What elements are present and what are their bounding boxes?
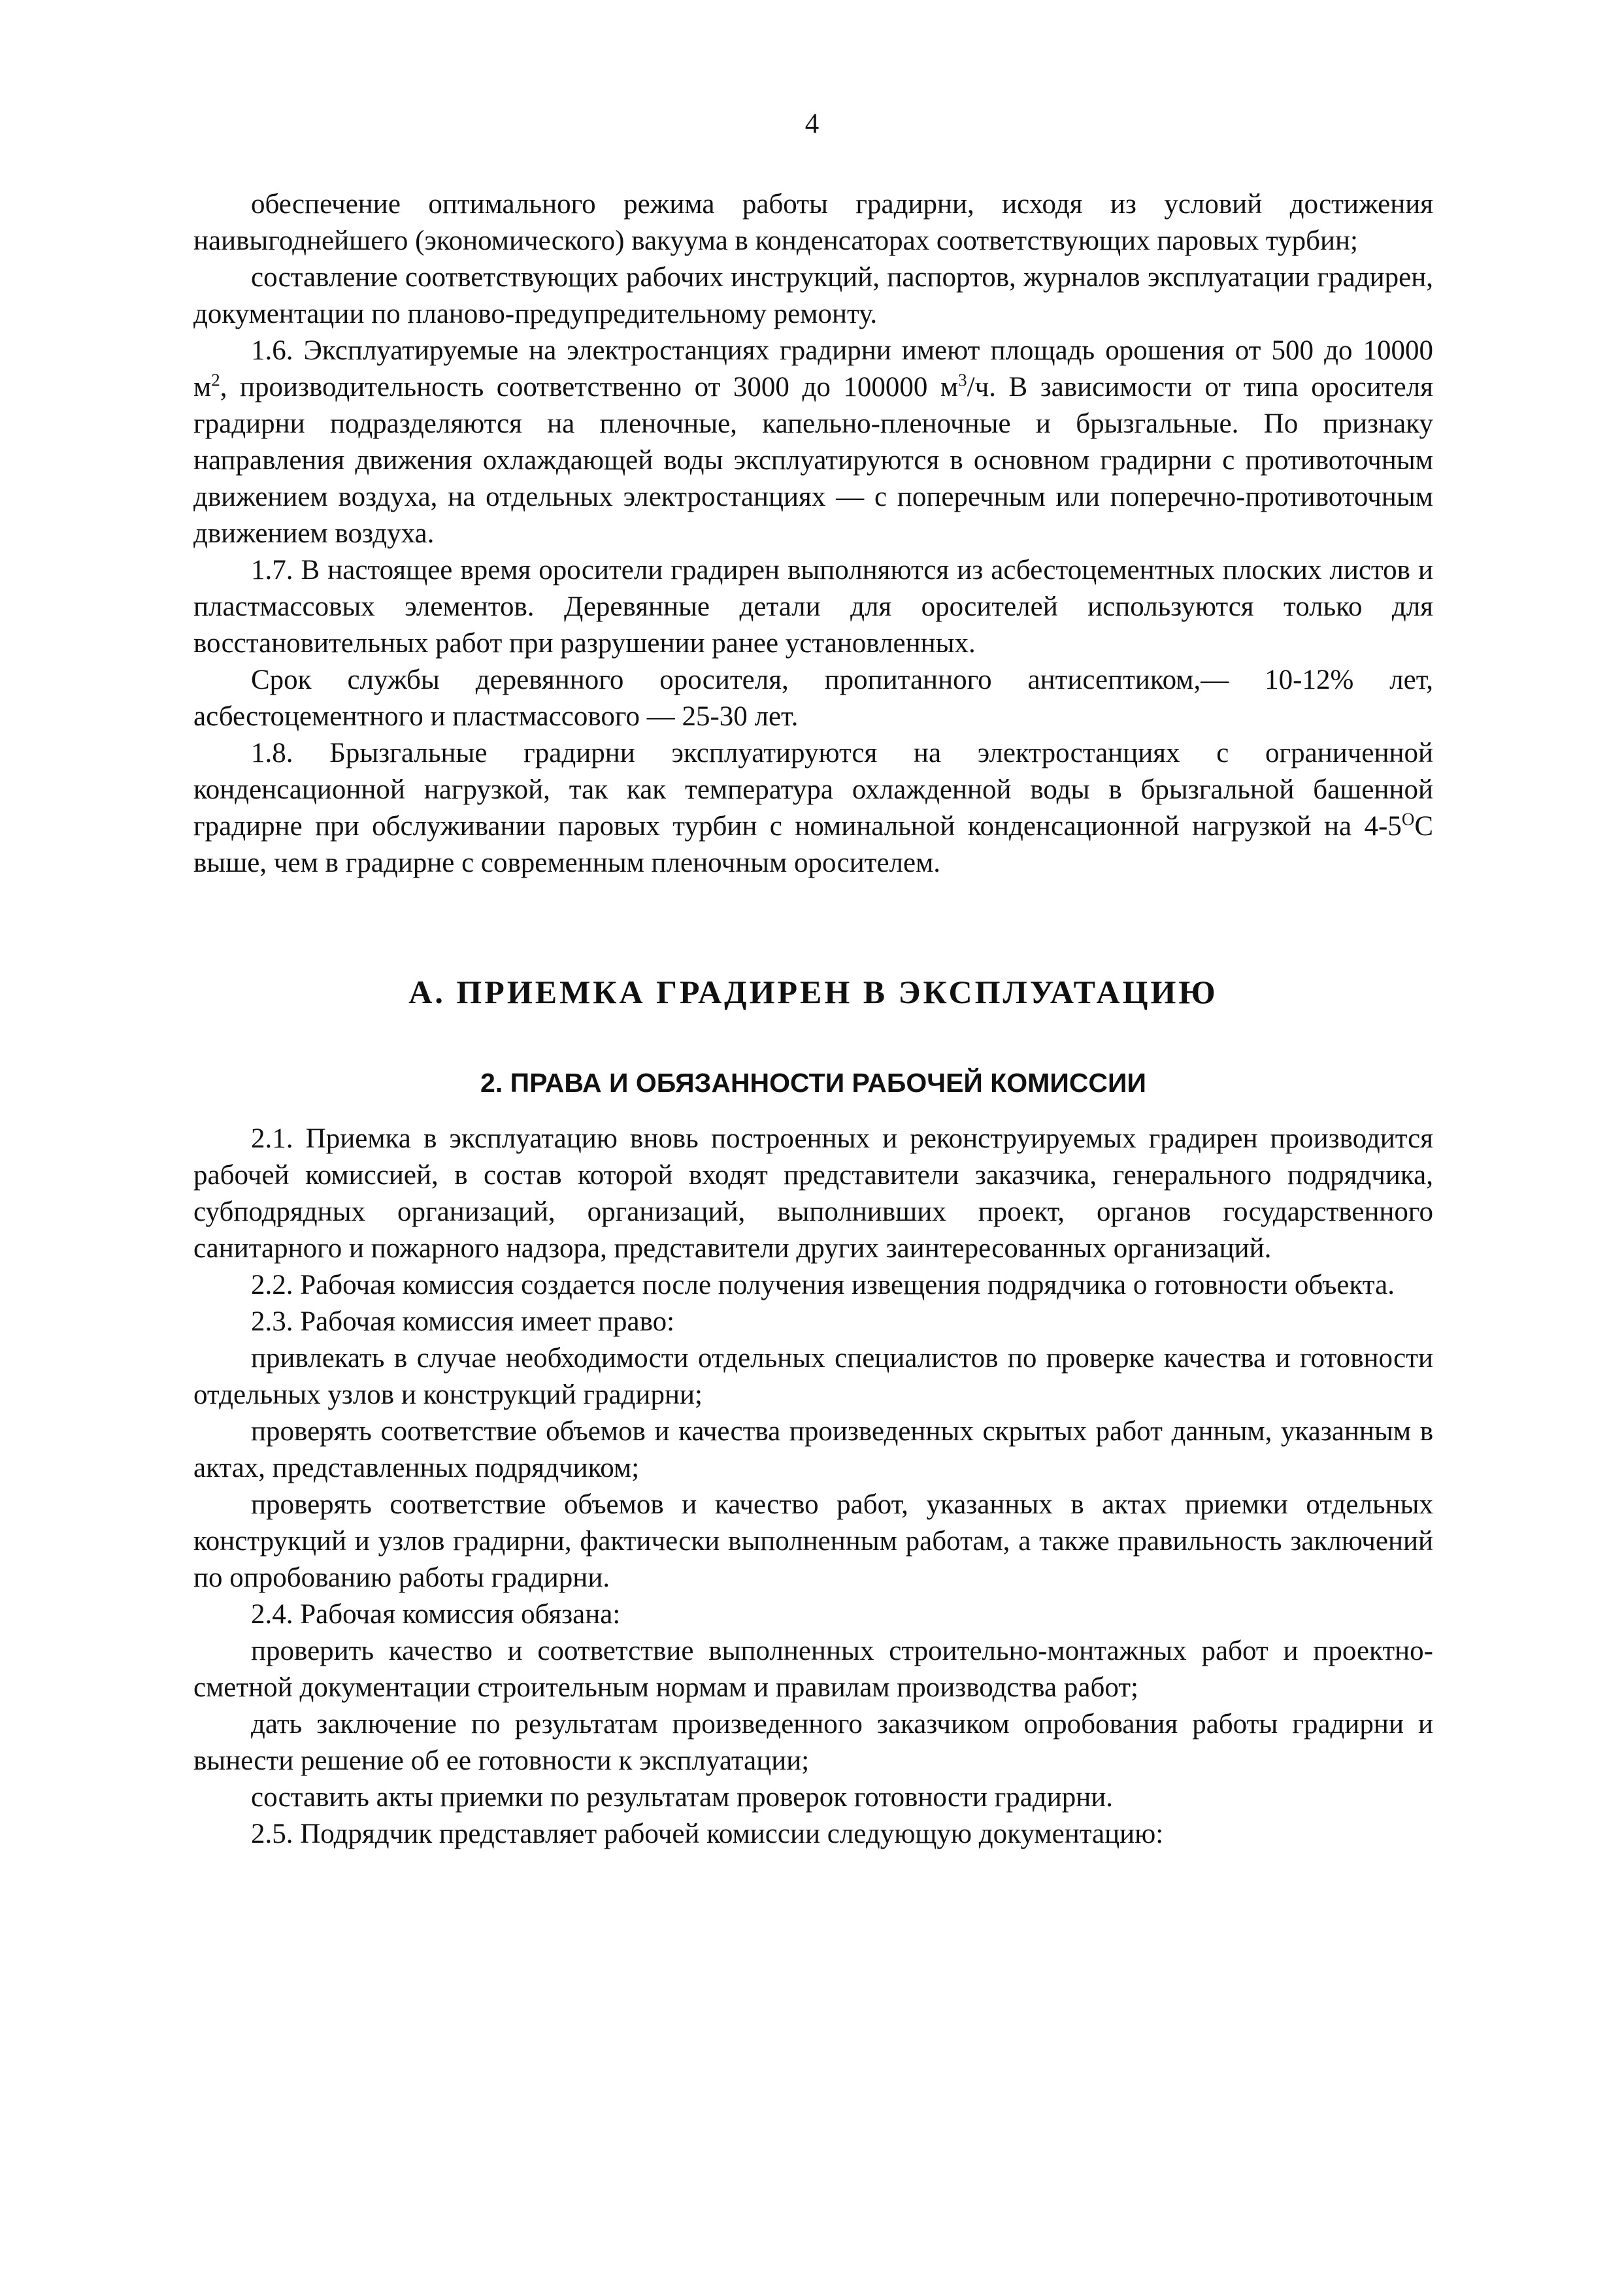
- superscript-square: 2: [211, 370, 220, 390]
- paragraph-1-8-part1: 1.8. Брызгальные градирни эксплуатируются на электростанциях с ограниченной конденсационной нагрузкой, так как температура охлажденной воды в брызгальной башенной градирне при обслуживании паровых турбин с номинальной конденсационной нагрузкой на 4-5: [193, 738, 1433, 842]
- paragraph-1-8-part2: С выше, чем в градирне с современным пленочным оросителем.: [193, 811, 1433, 878]
- page-number: 4: [804, 108, 820, 139]
- paragraph-2-2: 2.2. Рабочая комиссия создается после получения извещения подрядчика о готовности объекта.: [251, 1270, 1395, 1300]
- paragraph-2-3-item-specialists: привлекать в случае необходимости отдельных специалистов по проверке качества и готовности отдельных узлов и конструкций градирни;: [193, 1343, 1433, 1410]
- superscript-degree: О: [1401, 809, 1415, 829]
- paragraph-2-4-item-conclusion: дать заключение по результатам произведенного заказчиком опробования работы градирни и вынести решение об ее готовности к эксплуатации;: [193, 1709, 1433, 1776]
- paragraph-2-4-item-check-quality: проверить качество и соответствие выполненных строительно-монтажных работ и проектно-сметной документации строительным нормам и правилам производства работ;: [193, 1636, 1433, 1703]
- section-2-title: 2. ПРАВА И ОБЯЗАННОСТИ РАБОЧЕЙ КОМИССИИ: [480, 1068, 1146, 1098]
- section-2-text-block: [193, 1121, 1433, 1853]
- paragraph-1-6-part2: , производительность соответственно от 3000 до 100000 м: [220, 372, 959, 403]
- paragraph-1-8: [193, 735, 1433, 882]
- intro-text-block: [193, 186, 1433, 882]
- paragraph-1-6-part1: 1.6. Эксплуатируемые на электростанциях градирни имеют площадь орошения от 500 до 10000 м: [193, 335, 1433, 403]
- paragraph-2-3: 2.3. Рабочая комиссия имеет право:: [251, 1306, 675, 1337]
- paragraph-2-5: 2.5. Подрядчик представляет рабочей комиссии следующую документацию:: [251, 1819, 1164, 1849]
- paragraph-instructions: составление соответствующих рабочих инструкций, паспортов, журналов эксплуатации градирен, документации по планово-предупредительному ремонту.: [193, 262, 1433, 329]
- paragraph-2-4-item-acts: составить акты приемки по результатам проверок готовности градирни.: [251, 1782, 1113, 1813]
- paragraph-1-6: [193, 333, 1433, 552]
- paragraph-service-life: Срок службы деревянного оросителя, пропитанного антисептиком,— 10-12% лет, асбестоцементного и пластмассового — 25-30 лет.: [193, 665, 1433, 732]
- paragraph-1-6-part3: /ч. В зависимости от типа оросителя градирни подразделяются на пленочные, капельно-пленочные и брызгальные. По признаку направления движения охлаждающей воды эксплуатируются в основном градирни с противоточным движением воздуха, на отдельных электростанциях — с поперечным или поперечно-противоточным движением воздуха.: [193, 372, 1433, 549]
- paragraph-optimal-mode: обеспечение оптимального режима работы градирни, исходя из условий достижения наивыгоднейшего (экономического) вакуума в конденсаторах соответствующих паровых турбин;: [193, 189, 1433, 256]
- paragraph-2-4: 2.4. Рабочая комиссия обязана:: [251, 1599, 621, 1630]
- paragraph-1-7: 1.7. В настоящее время оросители градирен выполняются из асбестоцементных плоских листов и пластмассовых элементов. Деревянные детали для оросителей используются только для восстановительных работ при разрушении ранее установленных.: [193, 555, 1433, 659]
- paragraph-2-3-item-acceptance-acts: проверять соответствие объемов и качество работ, указанных в актах приемки отдельных конструкций и узлов градирни, фактически выполненным работам, а также правильность заключений по опробованию работы градирни.: [193, 1489, 1433, 1593]
- superscript-cubic: 3: [958, 370, 967, 390]
- section-a-title: А. ПРИЕМКА ГРАДИРЕН В ЭКСПЛУАТАЦИЮ: [408, 974, 1218, 1010]
- paragraph-2-3-item-hidden-works: проверять соответствие объемов и качества произведенных скрытых работ данным, указанным в актах, представленных подрядчиком;: [193, 1416, 1433, 1483]
- paragraph-2-1: 2.1. Приемка в эксплуатацию вновь построенных и реконструируемых градирен производится рабочей комиссией, в состав которой входят представители заказчика, генерального подрядчика, субподрядных организаций, организаций, выполнивших проект, органов государственного санитарного и пожарного надзора, представители других заинтересованных организаций.: [193, 1123, 1433, 1264]
